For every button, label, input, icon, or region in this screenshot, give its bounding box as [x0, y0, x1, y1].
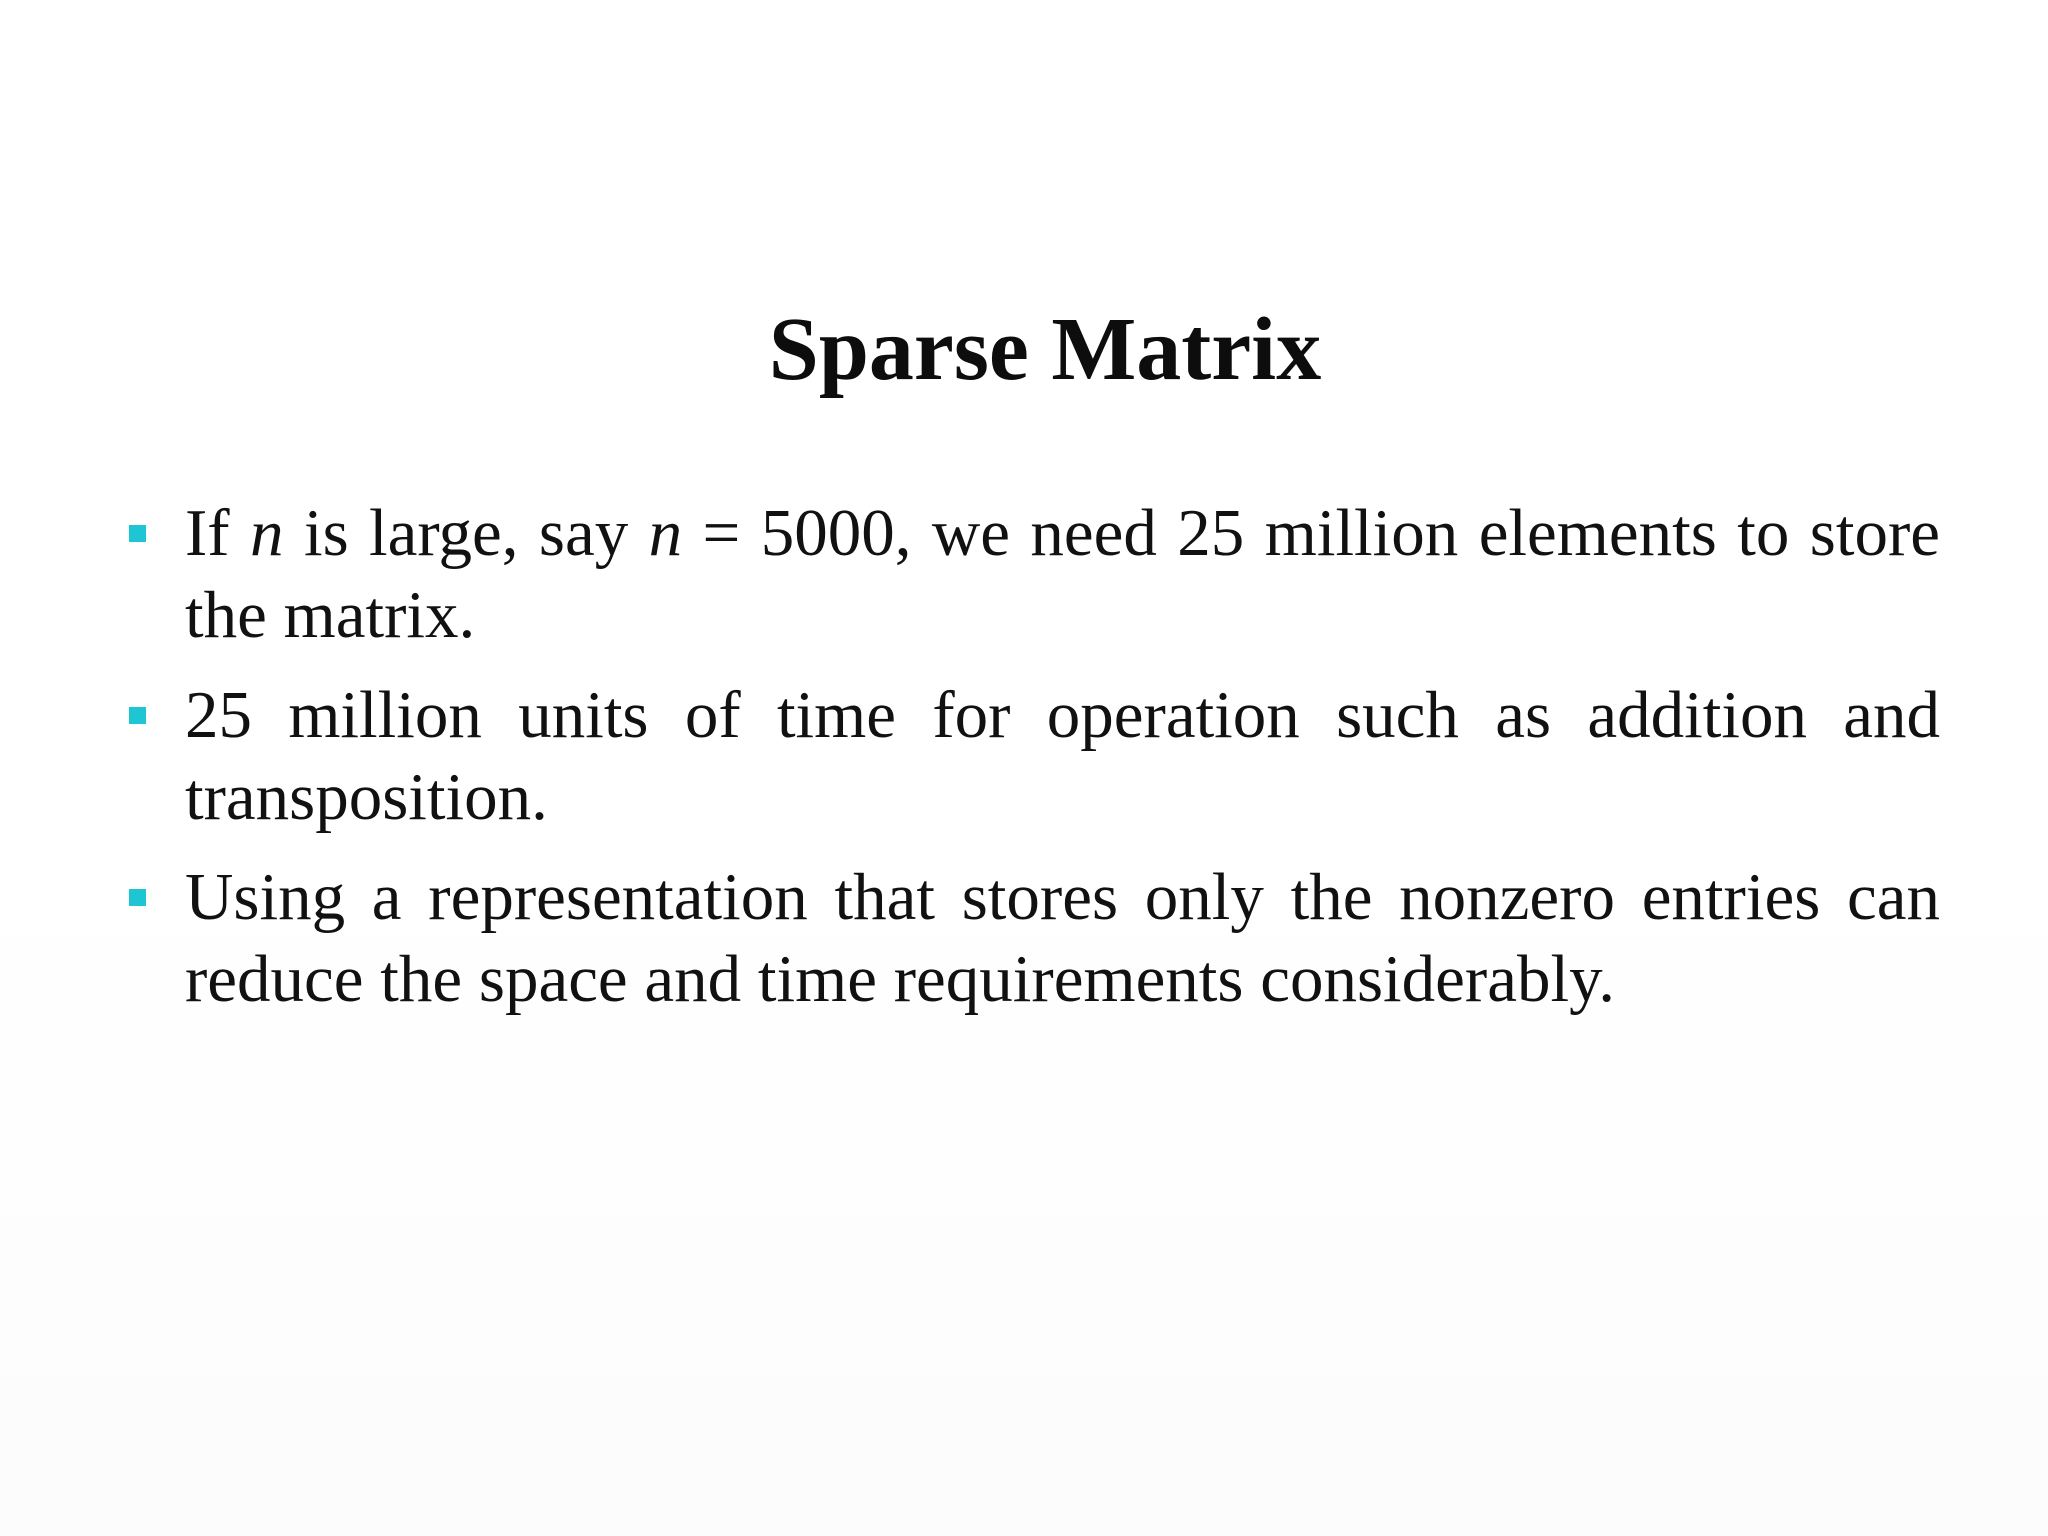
bullet-item-2: [185, 674, 1940, 838]
variable-n: n: [250, 496, 284, 570]
square-bullet-icon: [129, 525, 146, 542]
slide-title: Sparse Matrix: [768, 300, 1322, 399]
bullet-list: [185, 492, 1940, 1038]
bullet-item-3: [185, 856, 1940, 1020]
bullet-text-1-part-1: If: [185, 496, 251, 570]
square-bullet-icon: [129, 889, 146, 906]
bullet-item-1: [185, 492, 1940, 656]
bullet-text-3: Using a representation that stores only the nonzero entries can reduce the space and time requirements considerably.: [185, 860, 1940, 1016]
bullet-text-1-part-3: is large, say: [283, 496, 649, 570]
bullet-text-1-part-5: = 5000, we need 25 million elements to store the matrix.: [185, 496, 1940, 652]
variable-n: n: [648, 496, 683, 570]
bullet-text-2: 25 million units of time for operation such as addition and transposition.: [185, 678, 1940, 834]
square-bullet-icon: [129, 707, 146, 724]
